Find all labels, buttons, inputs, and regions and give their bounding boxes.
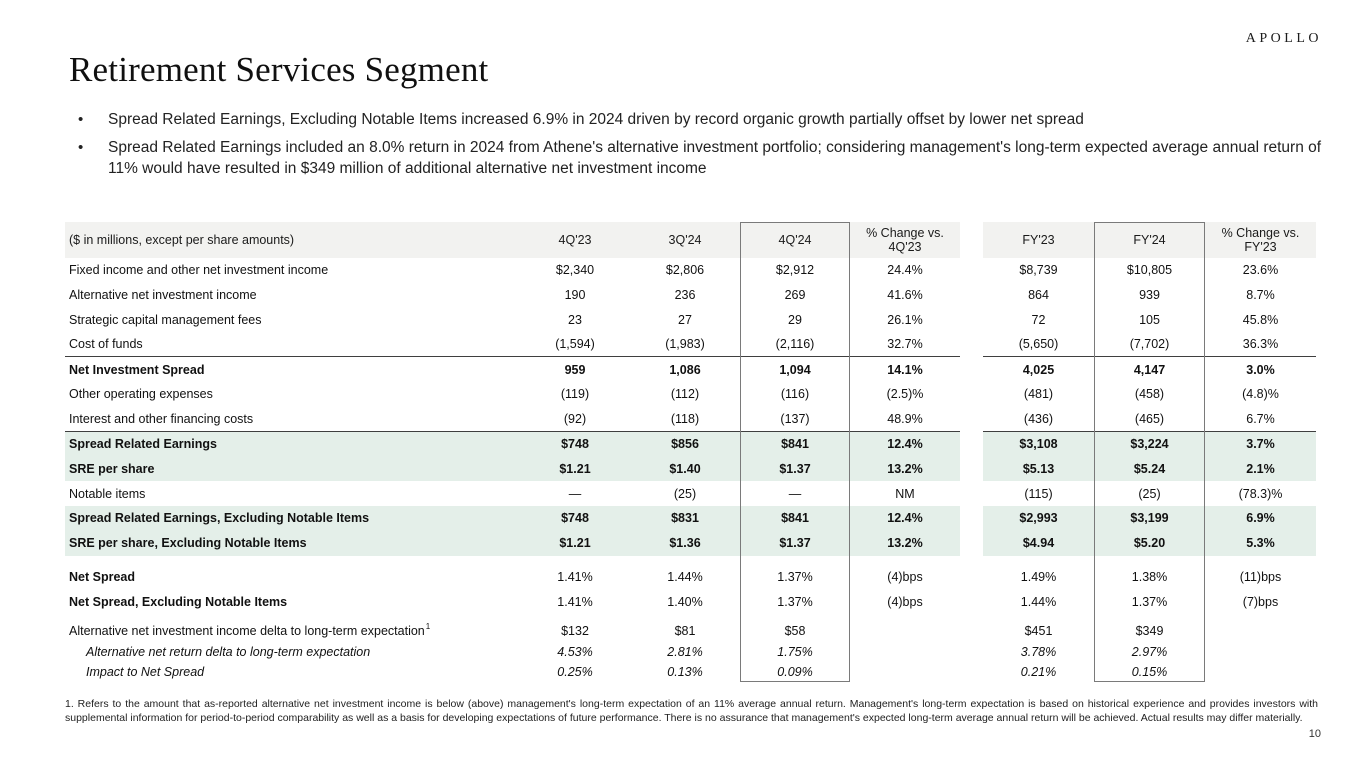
row-value: 959 (564, 362, 586, 377)
row-value: $5.24 (1094, 456, 1205, 481)
row-value: (465) (1094, 407, 1205, 432)
table-row (65, 308, 1318, 333)
row-value: 0.15% (1131, 665, 1168, 680)
row-value: (2.5)% (886, 387, 924, 402)
row-value: (2,116) (740, 332, 850, 357)
row-value: 12.4% (850, 506, 960, 531)
row-value: 72 (1031, 312, 1046, 327)
row-value: (11)bps (1239, 569, 1282, 584)
footnote: 1. Refers to the amount that as-reported alternative net investment income is below (above) management's long-term expectation of an 11% average annual return. Management's long-term expectation is based on historical experience and provides investors with supplemental information for period-to-period comparability as well as a basis for developing expectations of future performance. There is no assurance that management's expected long-term average annual return will be achieved. Actual results may differ materially. (65, 698, 1318, 724)
row-value: (4.8)% (1242, 387, 1279, 402)
row-value: 864 (1028, 288, 1049, 303)
row-value: 23 (568, 312, 582, 327)
row-value: (458) (1134, 387, 1165, 402)
row-value: (7)bps (1242, 594, 1279, 609)
bullet-marker: • (78, 111, 84, 128)
page-title: Retirement Services Segment (69, 50, 489, 89)
column-header-3q24: 3Q'24 (630, 222, 740, 258)
row-value: 14.1% (887, 362, 923, 377)
row-value: 1.38% (1131, 569, 1168, 584)
column-group-gap (960, 382, 983, 407)
row-label: Strategic capital management fees (69, 312, 262, 327)
row-value: (112) (670, 387, 700, 402)
column-header-change-fy: % Change vs. FY'23 (1205, 222, 1316, 258)
row-value: $1.21 (520, 456, 630, 481)
row-value: 4,147 (1133, 362, 1166, 377)
row-value: 1.49% (1020, 569, 1057, 584)
column-group-gap (960, 222, 983, 258)
column-group-gap (960, 332, 983, 357)
row-value: $748 (520, 506, 630, 531)
table-row (65, 258, 1318, 283)
row-value (1205, 642, 1316, 662)
column-group-gap (960, 506, 983, 531)
row-value: 939 (1139, 288, 1160, 303)
row-value: 1.40% (667, 594, 703, 609)
row-value: $8,739 (1019, 263, 1058, 278)
row-value: (116) (780, 387, 810, 402)
column-group-gap (960, 308, 983, 333)
table-row (65, 481, 1318, 506)
row-value: $1.36 (630, 531, 740, 556)
row-label: SRE per share (65, 456, 520, 481)
row-value: 13.2% (850, 456, 960, 481)
row-value: (25) (673, 486, 697, 501)
row-value: 45.8% (1242, 312, 1279, 327)
table-row (65, 357, 1318, 382)
row-value: $2,340 (555, 263, 595, 278)
row-value: $10,805 (1126, 263, 1173, 278)
row-value: 32.7% (850, 332, 960, 357)
row-value: 6.7% (1205, 407, 1316, 432)
row-value: 1.75% (777, 645, 813, 660)
row-value (1205, 620, 1316, 642)
row-value: $2,993 (983, 506, 1094, 531)
row-label: Net Spread (69, 569, 135, 584)
row-value: 27 (678, 312, 692, 327)
row-value: 1.37% (1131, 594, 1168, 609)
row-value (850, 642, 960, 662)
row-value: (25) (1138, 486, 1161, 501)
row-value: (137) (740, 407, 850, 432)
row-value: 6.9% (1205, 506, 1316, 531)
bullet-item (70, 137, 1322, 179)
row-value: $1.37 (740, 531, 850, 556)
column-header-4q23: 4Q'23 (520, 222, 630, 258)
row-value: 4,025 (1022, 362, 1055, 377)
row-value: $2,806 (665, 263, 705, 278)
row-label: SRE per share, Excluding Notable Items (65, 531, 520, 556)
row-value: 48.9% (850, 407, 960, 432)
table-row (65, 432, 1318, 457)
column-group-gap (960, 589, 983, 614)
row-value: $1.21 (520, 531, 630, 556)
row-value: 1.44% (667, 569, 703, 584)
row-value: 2.97% (1131, 645, 1168, 660)
column-group-gap (960, 456, 983, 481)
row-value: 105 (1139, 312, 1160, 327)
row-value: 29 (788, 312, 802, 327)
row-value: $3,224 (1094, 432, 1205, 457)
row-value: (4)bps (887, 594, 923, 609)
row-label: Alternative net investment income (69, 288, 257, 303)
row-value: NM (895, 486, 915, 501)
row-value: 8.7% (1246, 288, 1275, 303)
row-value: 36.3% (1205, 332, 1316, 357)
column-group-gap (960, 481, 983, 506)
table-row (65, 662, 1318, 682)
row-value: 3.7% (1205, 432, 1316, 457)
row-value: $3,199 (1094, 506, 1205, 531)
row-value: (92) (520, 407, 630, 432)
row-value (850, 662, 960, 682)
row-value: $841 (740, 506, 850, 531)
table-row (65, 407, 1318, 432)
table-row (65, 456, 1318, 481)
row-value: 1,086 (669, 362, 701, 377)
row-value: $451 (1024, 624, 1053, 639)
row-value: 3.78% (1020, 645, 1057, 660)
table-row (65, 531, 1318, 556)
table-header (65, 222, 1318, 258)
row-value: 3.0% (1246, 362, 1275, 377)
table-row (65, 332, 1318, 357)
table-row (65, 620, 1318, 642)
row-label: Notable items (69, 486, 146, 501)
row-value: $5.20 (1094, 531, 1205, 556)
row-value: 26.1% (887, 312, 923, 327)
page-number: 10 (1308, 728, 1321, 740)
row-value: (1,983) (630, 332, 740, 357)
row-value: 190 (564, 288, 586, 303)
column-header-change-q: % Change vs. 4Q'23 (850, 222, 960, 258)
column-group-gap (960, 283, 983, 308)
column-group-gap (960, 407, 983, 432)
row-value: (118) (630, 407, 740, 432)
column-header-fy23: FY'23 (983, 222, 1094, 258)
row-value: $349 (1135, 624, 1164, 639)
row-value: $2,912 (775, 263, 815, 278)
row-value: $81 (674, 624, 696, 639)
row-value: 23.6% (1242, 263, 1279, 278)
apollo-logo: APOLLO (1245, 31, 1322, 46)
row-value: 1,094 (779, 362, 811, 377)
row-value: 2.81% (667, 645, 703, 660)
row-value: 1.37% (777, 594, 813, 609)
row-value: 0.09% (777, 665, 813, 680)
table-row (65, 565, 1318, 590)
row-label: Impact to Net Spread (86, 665, 205, 680)
row-value: $841 (740, 432, 850, 457)
row-value (1205, 662, 1316, 682)
table-body (65, 258, 1318, 682)
table-row (65, 506, 1318, 531)
row-value: (436) (983, 407, 1094, 432)
row-value: 5.3% (1205, 531, 1316, 556)
column-header-fy24: FY'24 (1094, 222, 1205, 258)
row-value: (5,650) (983, 332, 1094, 357)
row-value: (1,594) (520, 332, 630, 357)
row-value: (7,702) (1094, 332, 1205, 357)
row-value: $1.37 (740, 456, 850, 481)
financial-table (65, 222, 1318, 682)
row-value: 13.2% (850, 531, 960, 556)
row-value: $4.94 (983, 531, 1094, 556)
column-group-gap (960, 565, 983, 590)
row-value: 24.4% (887, 263, 923, 278)
row-label: Spread Related Earnings, Excluding Notable Items (65, 506, 520, 531)
row-value: 2.1% (1205, 456, 1316, 481)
bullet-text: Spread Related Earnings, Excluding Notable Items increased 6.9% in 2024 driven by record organic growth partially offset by lower net spread (108, 111, 1084, 128)
row-value: 269 (784, 288, 806, 303)
row-label: Alternative net investment income delta to long-term expectation 1 (69, 622, 431, 639)
column-group-gap (960, 432, 983, 457)
row-value: 0.21% (1020, 665, 1057, 680)
row-value: (4)bps (887, 569, 923, 584)
bullet-item (70, 109, 1322, 130)
row-value: — (568, 486, 582, 501)
table-row (65, 283, 1318, 308)
row-value: 41.6% (887, 288, 923, 303)
row-value: 12.4% (850, 432, 960, 457)
column-group-gap (960, 258, 983, 283)
row-label: Spread Related Earnings (65, 432, 520, 457)
row-value: 1.41% (557, 569, 593, 584)
row-label: Alternative net return delta to long-term expectation (86, 645, 371, 660)
row-value: 0.25% (557, 665, 593, 680)
row-value: (119) (560, 387, 590, 402)
table-row (65, 642, 1318, 662)
row-value: $831 (630, 506, 740, 531)
row-value: 0.13% (667, 665, 703, 680)
row-value: (115) (1024, 486, 1053, 501)
table-row (65, 589, 1318, 614)
row-value: (78.3)% (1238, 486, 1283, 501)
row-value: 236 (674, 288, 696, 303)
row-label: Cost of funds (65, 332, 520, 357)
row-value: (481) (1023, 387, 1054, 402)
bullet-marker: • (78, 139, 84, 156)
row-value: 4.53% (557, 645, 593, 660)
bullet-text: Spread Related Earnings included an 8.0% return in 2024 from Athene's alternative investment portfolio; considering management's long-term expected average annual return of 11% would have resulted in $349 million of additional alternative net investment income (108, 139, 1322, 177)
row-label: Other operating expenses (69, 387, 213, 402)
row-label: Net Investment Spread (69, 362, 205, 377)
column-group-gap (960, 620, 983, 642)
table-caption: ($ in millions, except per share amounts) (65, 222, 520, 258)
row-value: 1.44% (1020, 594, 1057, 609)
column-group-gap (960, 662, 983, 682)
row-label: Fixed income and other net investment income (69, 263, 329, 278)
column-group-gap (960, 357, 983, 382)
row-value: $58 (784, 624, 806, 639)
table-row (65, 382, 1318, 407)
row-label: Interest and other financing costs (65, 407, 520, 432)
column-group-gap (960, 531, 983, 556)
column-group-gap (960, 642, 983, 662)
row-value: $3,108 (983, 432, 1094, 457)
row-label: Net Spread, Excluding Notable Items (69, 594, 288, 609)
row-value: $748 (520, 432, 630, 457)
column-header-4q24: 4Q'24 (740, 222, 850, 258)
bullet-list (70, 109, 1322, 186)
row-value: $132 (561, 624, 589, 639)
row-value: — (788, 486, 802, 501)
row-value (850, 620, 960, 642)
row-value: 1.41% (557, 594, 593, 609)
row-value: 1.37% (777, 569, 813, 584)
row-value: $5.13 (983, 456, 1094, 481)
row-value: $856 (630, 432, 740, 457)
row-value: $1.40 (630, 456, 740, 481)
